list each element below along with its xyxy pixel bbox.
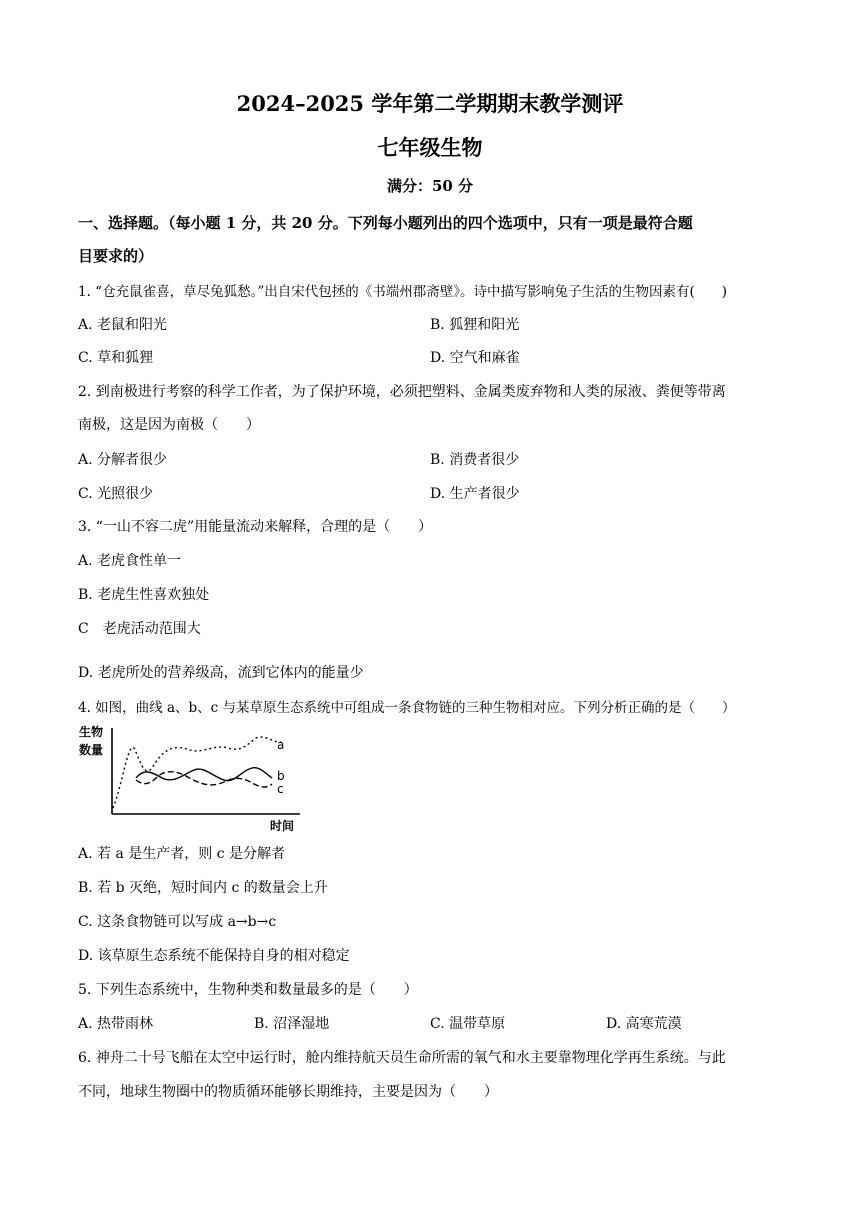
question-1-option-d: D. 空气和麻雀 xyxy=(430,350,520,366)
curve-b-label: b xyxy=(277,769,285,783)
question-3-option-b: B. 老虎生性喜欢独处 xyxy=(78,587,210,603)
question-4-option-d: D. 该草原生态系统不能保持自身的相对稳定 xyxy=(78,948,350,964)
question-1-option-b: B. 狐狸和阳光 xyxy=(430,317,520,333)
question-4-stem: 4. 如图，曲线 a、b、c 与某草原生态系统中可组成一条食物链的三种生物相对应。下列分析正确的是（ ） xyxy=(78,700,736,716)
curve-a-line xyxy=(113,737,283,808)
question-6-stem-line2: 不同，地球生物圈中的物质循环能够长期维持，主要是因为（ ） xyxy=(78,1084,498,1100)
exam-title: 2024–2025 学年第二学期期末教学测评 xyxy=(236,91,624,116)
question-3-option-c: C 老虎活动范围大 xyxy=(78,621,201,637)
question-5-option-a: A. 热带雨林 xyxy=(78,1016,154,1032)
question-2-option-d: D. 生产者很少 xyxy=(430,486,520,502)
full-score: 满分：50 分 xyxy=(386,177,474,195)
exam-subtitle: 七年级生物 xyxy=(377,135,483,160)
y-axis-label-line2: 数量 xyxy=(79,743,104,757)
question-1-option-c: C. 草和狐狸 xyxy=(78,350,154,366)
curve-b-line xyxy=(136,768,272,781)
question-2-stem-line1: 2. 到南极进行考察的科学工作者，为了保护环境，必须把塑料、金属类废弃物和人类的尿液、粪便等带离 xyxy=(78,384,726,400)
curve-c-line xyxy=(136,772,272,787)
question-2-option-a: A. 分解者很少 xyxy=(78,452,168,468)
question-1-option-a: A. 老鼠和阳光 xyxy=(78,317,168,333)
question-2-option-b: B. 消费者很少 xyxy=(430,452,520,468)
curve-c-label: c xyxy=(277,782,284,796)
question-4-option-b: B. 若 b 灭绝，短时间内 c 的数量会上升 xyxy=(78,880,328,896)
question-3-stem: 3. “一山不容二虎”用能量流动来解释，合理的是（ ） xyxy=(78,519,433,535)
question-4-option-c: C. 这条食物链可以写成 a→b→c xyxy=(78,914,277,930)
question-4-option-a: A. 若 a 是生产者，则 c 是分解者 xyxy=(78,846,285,862)
question-1-stem: 1. “仓充鼠雀喜，草尽兔狐愁。”出自宋代包拯的《书端州郡斋壁》。诗中描写影响兔子生活的生物因素有( ) xyxy=(78,284,728,300)
question-5-stem: 5. 下列生态系统中，生物种类和数量最多的是（ ） xyxy=(78,982,418,998)
question-3-option-d: D. 老虎所处的营养级高，流到它体内的能量少 xyxy=(78,665,364,681)
curve-a-label: a xyxy=(277,738,285,752)
question-5-option-c: C. 温带草原 xyxy=(430,1016,506,1032)
y-axis-label-line1: 生物 xyxy=(79,725,104,739)
question-2-stem-line2: 南极，这是因为南极（ ） xyxy=(78,417,260,433)
population-curve-figure xyxy=(78,722,308,834)
question-5-option-b: B. 沼泽湿地 xyxy=(254,1016,330,1032)
x-axis-label: 时间 xyxy=(270,819,295,833)
question-3-option-a: A. 老虎食性单一 xyxy=(78,553,182,569)
section-heading-line2: 目要求的） xyxy=(78,247,154,265)
question-2-option-c: C. 光照很少 xyxy=(78,486,154,502)
section-heading-line1: 一、选择题。（每小题 1 分，共 20 分。下列每小题列出的四个选项中，只有一项是最符合题 xyxy=(78,214,693,232)
question-6-stem-line1: 6. 神舟二十号飞船在太空中运行时，舱内维持航天员生命所需的氧气和水主要靠物理化学再生系统。与此 xyxy=(78,1050,726,1066)
question-5-option-d: D. 高寒荒漠 xyxy=(606,1016,682,1032)
population-curve-graph xyxy=(78,722,308,834)
